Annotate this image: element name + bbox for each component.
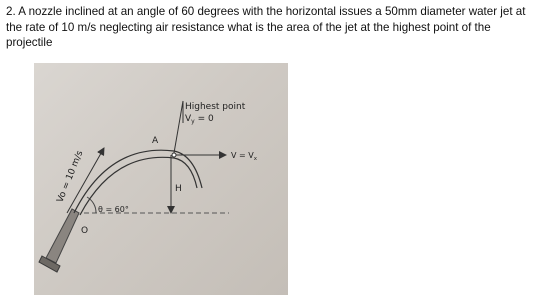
nozzle <box>46 209 79 263</box>
highest-point-label: Highest point <box>185 102 246 112</box>
question-line-3: projectile <box>6 36 53 49</box>
jet-trajectory-outer <box>74 150 202 213</box>
highest-point-marker <box>172 153 176 157</box>
projectile-figure <box>34 63 288 295</box>
angle-label: θ = 60° <box>98 205 129 214</box>
vy-label-subscript: y <box>191 118 195 125</box>
vy-label-value: = 0 <box>194 114 214 124</box>
question-line-1: 2. A nozzle inclined at an angle of 60 degrees with the horizontal issues a 50mm diameter water jet at <box>6 5 526 18</box>
vy-label-main: V <box>185 114 192 124</box>
horizontal-velocity-label <box>231 151 258 162</box>
horizontal-velocity-label-subscript: x <box>253 156 257 162</box>
vy-label <box>185 114 214 125</box>
point-a-label: A <box>152 136 159 146</box>
origin-label: O <box>81 226 89 236</box>
projectile-diagram <box>34 63 288 295</box>
question-text <box>6 4 546 51</box>
angle-arc <box>87 197 96 213</box>
question-line-2: the rate of 10 m/s neglecting air resistance what is the area of the jet at the highest point of the <box>6 20 491 34</box>
height-label: H <box>175 184 182 194</box>
horizontal-velocity-label-main: V = V <box>231 151 254 160</box>
initial-velocity-label: Vo = 10 m/s <box>55 149 86 205</box>
highest-point-pointer <box>174 101 183 153</box>
